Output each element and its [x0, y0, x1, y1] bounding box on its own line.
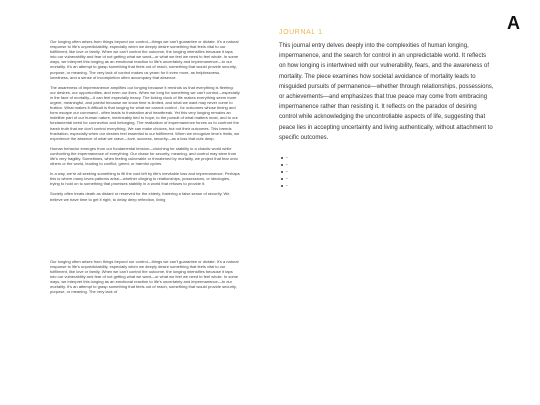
- list-item: [281, 176, 288, 183]
- left-paragraph-4: In a way, we're all seeking something to fill the void left by life's inevitable loss and impermanence. Perhaps this is where many loves patterns arise—whether clinging to relationships, possessions, or ideologies, trying to hold on to something that promises stability in a world that refuses to provide it.: [50, 171, 240, 187]
- bullet-text: -: [286, 176, 288, 182]
- left-text-column: [50, 39, 240, 299]
- bullet-text: -: [286, 169, 288, 175]
- list-item: [281, 155, 288, 162]
- bullet-dot-icon: [281, 178, 283, 180]
- journal-section: [279, 29, 494, 143]
- bullet-dot-icon: [281, 164, 283, 166]
- bullet-text: -: [286, 162, 288, 168]
- left-paragraph-2: The awareness of impermanence amplifies our longing because it reminds us that everything is fleeting: our desires, our opportunities, and even our lives. When we long for something we can't control—especially in the face of mortality—it can feel especially heavy. The ticking clock of life makes everything seem more urgent, meaningful, and painful because we know time is limited, and what we want may never come to fruition. What makes it difficult is that longing for what we cannot control - for outcomes whose timing and form escape our command - often leads to frustration and heartbreak. Yet this very longing remains an indelible part of our human nature, inextricably tied to hope, to the pursuit of what matters most, and to our fundamental need for connection and belonging. The realization of impermanence forces us to confront the harsh truth that we don't control everything. We can make choices, but not their outcomes. This breeds frustration, especially when our desires feel essential to our fulfillment. When we recognize time's limits, we experience the absence of what we crave—love, success, security—as a loss that cuts deep.: [50, 84, 240, 141]
- list-item: [281, 183, 288, 190]
- bullet-text: -: [286, 183, 288, 189]
- bullet-list: [281, 155, 288, 190]
- left-paragraph-5: Society often treats death as distant or reserved for the elderly, fostering a false sense of security. We believe we have time to get it right, to delay deep reflection, living: [50, 191, 230, 202]
- list-item: [281, 169, 288, 176]
- bullet-text: -: [286, 155, 288, 161]
- journal-title: JOURNAL 1: [279, 29, 323, 36]
- journal-body: This journal entry delves deeply into the complexities of human longing, impermanence, and the search for control in an unpredictable world. It reflects on how longing is intertwined with our vulnerability, fears, and the awareness of mortality. The piece examines how societal avoidance of mortality leads to misguided pursuits of permanence—whether through relationships, possessions, or achievements—and emphasizes that true peace may come from embracing impermanence rather than resisting it. It reflects on the paradox of desiring control while acknowledging the uncontrollable aspects of life, suggesting that peace lies in accepting uncertainty and living authentically, without attachment to specific outcomes.: [279, 43, 494, 141]
- bullet-dot-icon: [281, 171, 283, 173]
- left-paragraph-3: Human behavior emerges from our fundamental tension—clutching for stability in a chaotic world while confronting the impermanence of everything. Our chase for security, meaning, and control may stem from life's very fragility. Sometimes, when feeling vulnerable or threatened by mortality, we project that fear onto others or the world, leading to conflict, greed, or harmful cycles.: [50, 145, 238, 167]
- left-paragraph-6: Our longing often arises from things beyond our control—things we can't guarantee or dictate. It's a natural response to life's unpredictability, especially when we deeply desire something that feels vital to our fulfillment, like love or family. When we can't control the outcome, the longing intensifies because it taps into our vulnerability and fear of not getting what we want—or what we feel we need to feel whole. In some ways, we interpret this longing as an emotional reaction to life's uncertainty and impermanence—to our mortality. It's an attempt to grasp something that feels out of reach, something that would provide security, purpose, or meaning. The very lack of: [50, 258, 239, 295]
- bullet-dot-icon: [281, 185, 283, 187]
- corner-label: A: [507, 13, 520, 33]
- bullet-dot-icon: [281, 157, 283, 159]
- list-item: [281, 162, 288, 169]
- left-paragraph-1: Our longing often arises from things beyond our control—things we can't guarantee or dictate. It's a natural response to life's unpredictability, especially when we deeply desire something that feels vital to our fulfillment, like love or family. When we can't control the outcome, the longing intensifies because it taps into our vulnerability and fear of not getting what we want—or what we feel we need to feel whole. In some ways, we interpret this longing as an emotional reaction to life's uncertainty and impermanence—to our mortality. It's an attempt to grasp something that feels out of reach, something that would provide security, purpose, or meaning. The very lack of control makes us yearn for it even more, as helplessness, loneliness, and a sense of incompletion often accompany that absence.: [50, 39, 239, 80]
